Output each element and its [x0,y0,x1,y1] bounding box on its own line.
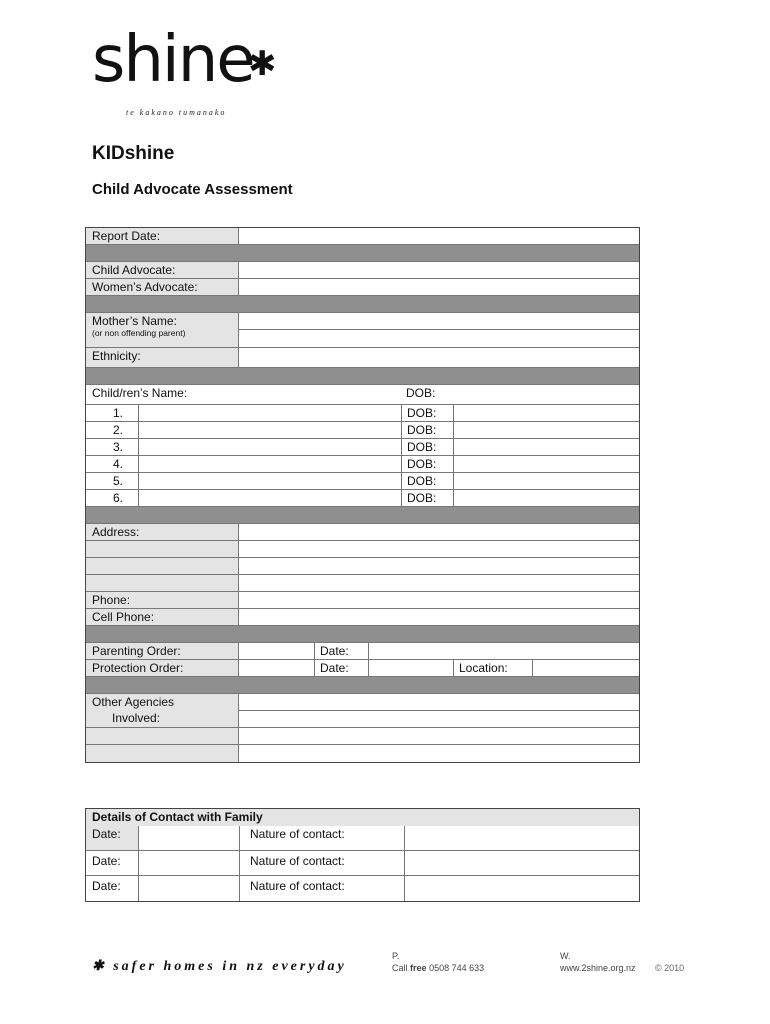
footer-tagline [92,958,347,975]
contact-date-field[interactable] [138,826,239,850]
other-agencies-row-3 [86,728,639,745]
mothers-name-label [86,313,239,347]
footer-phone-label: P. [392,951,400,961]
protection-date-field[interactable] [368,660,453,676]
section-divider [86,368,639,385]
nature-of-contact-label: Nature of contact: [239,876,404,901]
child-dob-label: DOB: [401,405,453,421]
mothers-name-field[interactable] [239,313,639,330]
womens-advocate-row [86,279,639,296]
other-agencies-label-blank [86,728,239,744]
ethnicity-row [86,348,639,368]
other-agencies-field[interactable] [239,694,639,711]
document-title: KIDshine [92,143,175,164]
contact-row [86,851,639,876]
child-dob-label: DOB: [401,422,453,438]
child-name-field[interactable] [138,422,401,438]
section-divider [86,626,639,643]
mothers-name-note: (or non offending parent) [92,328,186,338]
parenting-order-field[interactable] [239,643,314,659]
child-name-field[interactable] [138,490,401,506]
contact-heading: Details of Contact with Family [92,810,263,824]
nature-of-contact-field[interactable] [404,851,639,875]
involved-text: Involved: [112,711,161,725]
child-advocate-field[interactable] [239,262,639,278]
contact-details-table [85,808,640,902]
section-divider [86,507,639,524]
address-row-3 [86,558,639,575]
protection-order-field[interactable] [239,660,314,676]
address-label-blank [86,575,239,591]
parenting-date-label: Date: [314,643,368,659]
cell-phone-label: Cell Phone: [86,609,239,625]
address-field-4[interactable] [239,575,639,591]
child-number: 6. [112,491,123,505]
child-dob-label: DOB: [401,490,453,506]
other-agencies-label-blank [86,745,239,762]
footer-free: free [410,963,427,973]
child-row [86,405,639,422]
mothers-name-row [86,313,639,348]
child-dob-label: DOB: [401,473,453,489]
location-label: Location: [453,660,532,676]
other-agencies-field-3[interactable] [239,728,639,744]
phone-field[interactable] [239,592,639,608]
footer-phone-number: 0508 744 633 [429,963,485,973]
phone-label: Phone: [86,592,239,608]
location-field[interactable] [532,660,639,676]
contact-date-label: Date: [92,854,121,868]
footer-copyright: © 2010 [655,963,685,973]
ethnicity-label: Ethnicity: [86,348,239,367]
child-dob-field[interactable] [453,473,639,489]
section-divider [86,677,639,694]
child-dob-label: DOB: [401,456,453,472]
nature-of-contact-label: Nature of contact: [239,826,404,850]
child-dob-field[interactable] [453,456,639,472]
child-dob-label: DOB: [401,439,453,455]
child-advocate-label: Child Advocate: [86,262,239,278]
childrens-name-label: Child/ren’s Name: [92,386,188,400]
child-row [86,456,639,473]
contact-heading-row [86,809,639,826]
other-agencies-label [86,694,239,727]
child-row [86,490,639,507]
other-agencies-field-4[interactable] [239,745,639,762]
child-dob-field[interactable] [453,439,639,455]
shine-logo: shine [92,23,254,97]
child-row [86,422,639,439]
address-field[interactable] [239,524,639,540]
child-name-field[interactable] [138,473,401,489]
cell-phone-field[interactable] [239,609,639,625]
protection-date-label: Date: [314,660,368,676]
other-agencies-text: Other Agencies [92,695,175,709]
contact-row [86,876,639,901]
section-divider [86,296,639,313]
cell-phone-row [86,609,639,626]
section-divider [86,245,639,262]
protection-order-row [86,660,639,677]
other-agencies-field-2[interactable] [239,711,639,727]
phone-row [86,592,639,609]
logo-tagline: te kakano tumanako [126,108,227,117]
mothers-name-text: Mother’s Name: [92,314,177,328]
nature-of-contact-field[interactable] [404,876,639,901]
child-number: 2. [112,423,123,437]
child-number: 4. [112,457,123,471]
child-row [86,439,639,456]
assessment-form [85,227,640,763]
womens-advocate-label: Women’s Advocate: [86,279,239,295]
report-date-row [86,228,639,245]
address-label: Address: [86,524,239,540]
report-date-label: Report Date: [86,228,239,244]
protection-order-label: Protection Order: [86,660,239,676]
address-row-2 [86,541,639,558]
address-row-4 [86,575,639,592]
child-name-field[interactable] [138,439,401,455]
child-dob-field[interactable] [453,490,639,506]
contact-date-field[interactable] [138,876,239,901]
parenting-order-label: Parenting Order: [86,643,239,659]
other-agencies-row-4 [86,745,639,762]
mothers-name-field-2[interactable] [239,330,639,347]
footer-call: Call [392,963,408,973]
child-number: 1. [112,406,123,420]
parenting-date-field[interactable] [368,643,639,659]
child-dob-field[interactable] [453,422,639,438]
child-number: 5. [112,474,123,488]
nature-of-contact-field[interactable] [404,826,639,850]
document-subtitle: Child Advocate Assessment [92,181,293,198]
report-date-field[interactable] [239,228,639,244]
parenting-order-row [86,643,639,660]
contact-date-label: Date: [86,826,138,850]
child-number: 3. [112,440,123,454]
contact-date-label: Date: [92,879,121,893]
footer-website: www.2shine.org.nz [560,963,636,973]
address-row [86,524,639,541]
womens-advocate-field[interactable] [239,279,639,295]
child-advocate-row [86,262,639,279]
child-dob-field[interactable] [453,405,639,421]
footer-tagline-text: safer homes in nz everyday [113,959,347,974]
footer-web-label: W. [560,951,571,961]
nature-of-contact-label: Nature of contact: [239,851,404,875]
other-agencies-row [86,694,639,728]
footer-star-icon: ✱ [92,959,107,974]
address-label-blank [86,558,239,574]
child-name-field[interactable] [138,456,401,472]
address-label-blank [86,541,239,557]
dob-header-label: DOB: [406,386,436,400]
child-row [86,473,639,490]
childrens-name-row [86,385,639,405]
star-icon: ✱ [248,44,277,84]
address-field-3[interactable] [239,558,639,574]
contact-date-field[interactable] [138,851,239,875]
ethnicity-field[interactable] [239,348,639,367]
address-field-2[interactable] [239,541,639,557]
contact-row [86,826,639,851]
child-name-field[interactable] [138,405,401,421]
footer-phone [392,963,484,973]
